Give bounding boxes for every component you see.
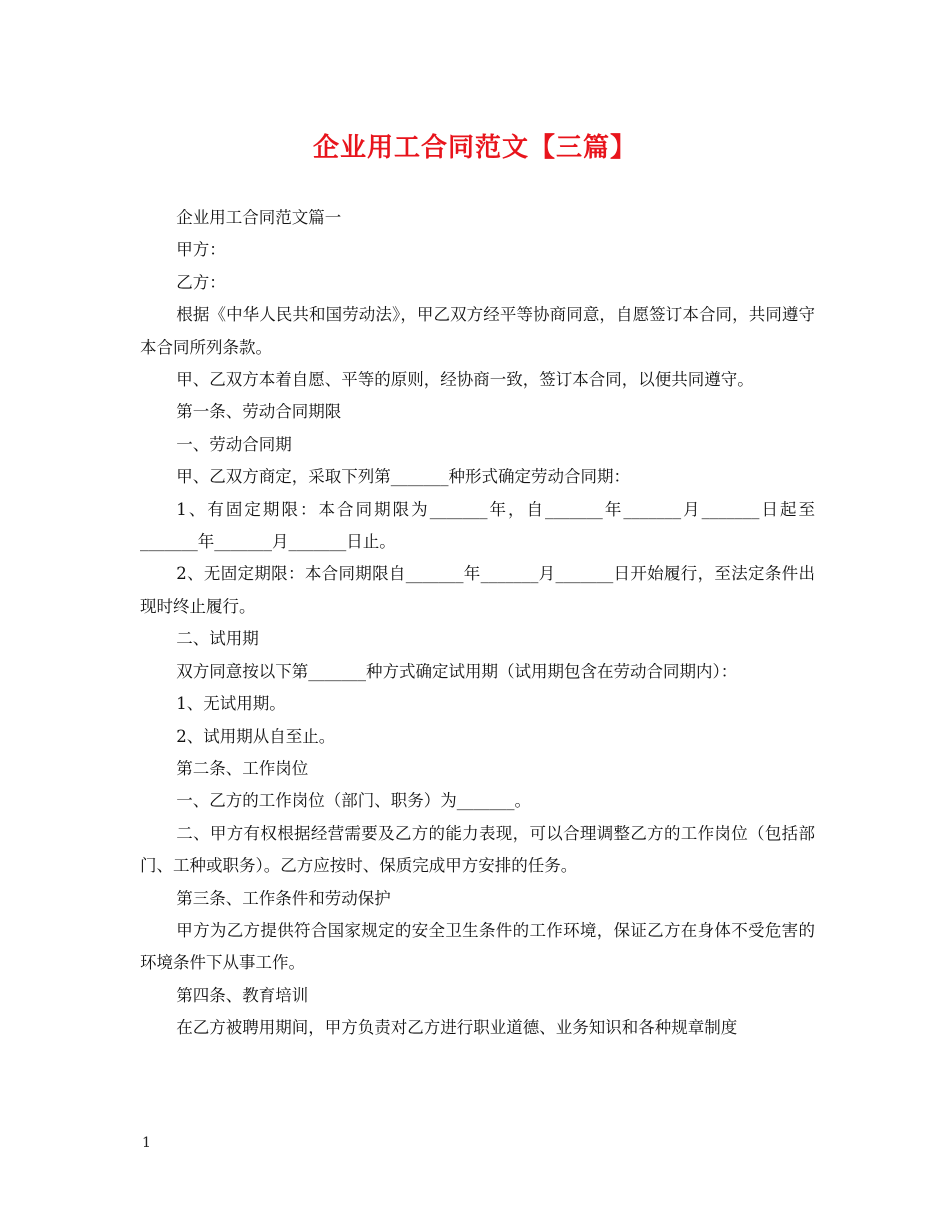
body-paragraph: 二、甲方有权根据经营需要及乙方的能力表现，可以合理调整乙方的工作岗位（包括部门、工种或职务）。乙方应按时、保质完成甲方安排的任务。 bbox=[140, 823, 815, 876]
article-heading: 第一条、劳动合同期限 bbox=[176, 402, 342, 422]
page-number: 1 bbox=[142, 1135, 151, 1151]
body-paragraph: 甲、乙双方商定，采取下列第_______种形式确定劳动合同期： bbox=[176, 467, 631, 487]
body-paragraph: 2、无固定期限：本合同期限自_______年_______月_______日开始履行，至法定条件出现时终止履行。 bbox=[140, 564, 815, 616]
section-heading: 企业用工合同范文篇一 bbox=[176, 208, 342, 227]
article-heading: 第三条、工作条件和劳动保护 bbox=[176, 888, 391, 908]
body-paragraph: 甲方为乙方提供符合国家规定的安全卫生条件的工作环境，保证乙方在身体不受危害的环境条件下从事工作。 bbox=[140, 920, 815, 973]
document-body bbox=[140, 202, 815, 1045]
body-paragraph: 一、乙方的工作岗位（部门、职务）为_______。 bbox=[176, 791, 532, 811]
subsection-heading: 一、劳动合同期 bbox=[176, 434, 292, 454]
body-paragraph: 在乙方被聘用期间，甲方负责对乙方进行职业道德、业务知识和各种规章制度 bbox=[176, 1018, 738, 1038]
document-title: 企业用工合同范文【三篇】 bbox=[312, 133, 637, 163]
body-paragraph: 1、无试用期。 bbox=[176, 694, 286, 714]
body-paragraph: 2、试用期从自至止。 bbox=[176, 726, 336, 746]
subsection-heading: 二、试用期 bbox=[176, 629, 259, 649]
article-heading: 第四条、教育培训 bbox=[176, 985, 309, 1005]
body-paragraph: 1、有固定期限：本合同期限为_______年，自_______年_______月_______日起至_______年_______月_______日止。 bbox=[140, 499, 815, 552]
party-a-line: 甲方： bbox=[176, 240, 226, 260]
party-b-line: 乙方： bbox=[176, 272, 226, 292]
body-paragraph: 甲、乙双方本着自愿、平等的原则，经协商一致，签订本合同，以便共同遵守。 bbox=[176, 370, 754, 390]
article-heading: 第二条、工作岗位 bbox=[176, 758, 309, 778]
body-paragraph: 根据《中华人民共和国劳动法》，甲乙双方经平等协商同意，自愿签订本合同，共同遵守本合同所列条款。 bbox=[140, 305, 815, 357]
body-paragraph: 双方同意按以下第_______种方式确定试用期（试用期包含在劳动合同期内）： bbox=[176, 661, 738, 681]
